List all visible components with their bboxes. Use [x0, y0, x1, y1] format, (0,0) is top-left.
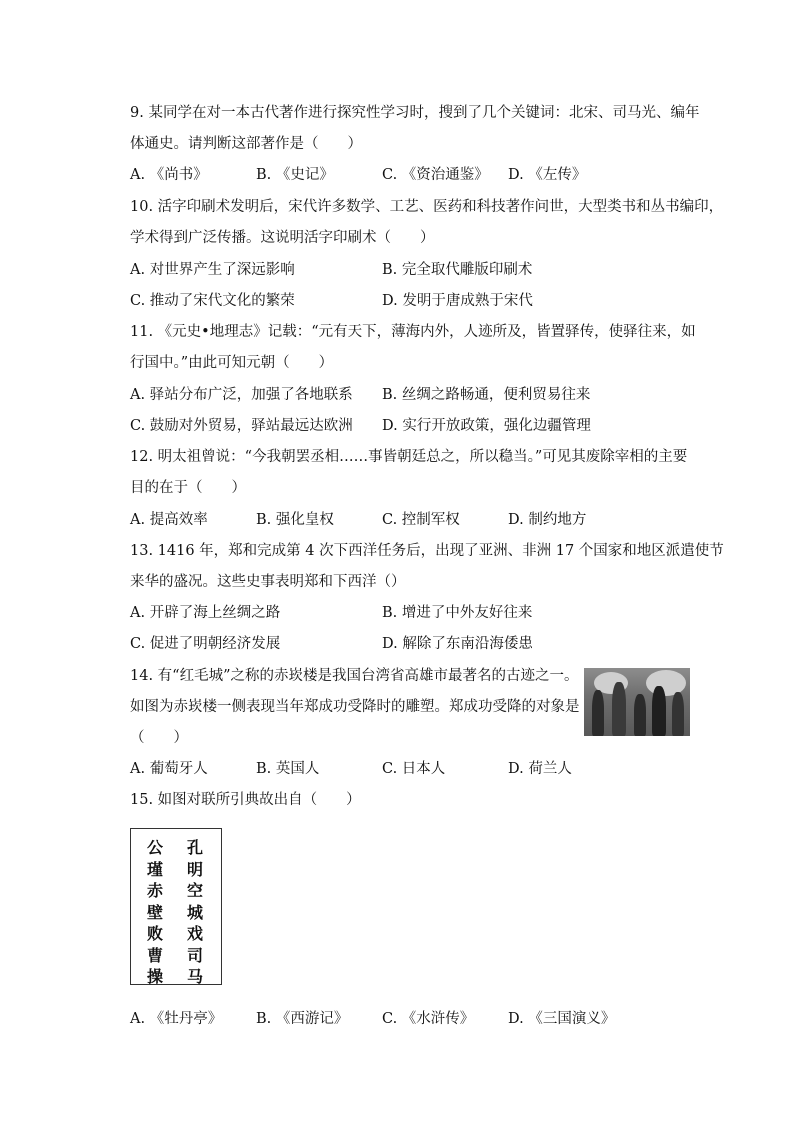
q10-option-a[interactable]: A. 对世界产生了深远影响: [130, 262, 295, 278]
q11-option-b[interactable]: B. 丝绸之路畅通，便利贸易往来: [382, 387, 591, 403]
q15-option-c[interactable]: C. 《水浒传》: [382, 1011, 475, 1027]
q13-option-c[interactable]: C. 促进了明朝经济发展: [130, 636, 281, 652]
q13-line-1: 13. 1416 年，郑和完成第 4 次下西洋任务后，出现了亚洲、非洲 17 个国家和地区派遣使节: [130, 543, 724, 559]
q9-line-2: 体通史。请判断这部著作是（ ）: [130, 136, 362, 152]
q13-option-a[interactable]: A. 开辟了海上丝绸之路: [130, 605, 281, 621]
q13-option-b[interactable]: B. 增进了中外友好往来: [382, 605, 533, 621]
q15-line-1: 15. 如图对联所引典故出自（ ）: [130, 792, 361, 808]
q11-line-1: 11. 《元史•地理志》记载：“元有天下，薄海内外，人迹所及，皆置驿传，使驿往来，如: [130, 324, 696, 340]
q10-line-2: 学术得到广泛传播。这说明活字印刷术（ ）: [130, 230, 435, 246]
q12-option-b[interactable]: B. 强化皇权: [256, 512, 334, 528]
q9-line-1: 9. 某同学在对一本古代著作进行探究性学习时，搜到了几个关键词：北宋、司马光、编年: [130, 105, 700, 121]
q14-option-d[interactable]: D. 荷兰人: [508, 761, 572, 777]
q9-option-a[interactable]: A. 《尚书》: [130, 167, 208, 183]
couplet-image: [130, 828, 222, 985]
q12-option-c[interactable]: C. 控制军权: [382, 512, 460, 528]
q11-option-d[interactable]: D. 实行开放政策，强化边疆管理: [382, 418, 591, 434]
q14-option-c[interactable]: C. 日本人: [382, 761, 446, 777]
q10-option-b[interactable]: B. 完全取代雕版印刷术: [382, 262, 533, 278]
q15-option-b[interactable]: B. 《西游记》: [256, 1011, 349, 1027]
couplet-left-column: 公 瑾 赤 壁 败 曹 操: [146, 838, 163, 986]
q12-option-a[interactable]: A. 提高效率: [130, 512, 208, 528]
q9-option-d[interactable]: D. 《左传》: [508, 167, 587, 183]
q11-option-a[interactable]: A. 驿站分布广泛，加强了各地联系: [130, 387, 353, 403]
q14-option-a[interactable]: A. 葡萄牙人: [130, 761, 208, 777]
q10-option-d[interactable]: D. 发明于唐成熟于宋代: [382, 293, 533, 309]
q10-option-c[interactable]: C. 推动了宋代文化的繁荣: [130, 293, 295, 309]
q11-option-c[interactable]: C. 鼓励对外贸易，驿站最远达欧洲: [130, 418, 353, 434]
q10-line-1: 10. 活字印刷术发明后，宋代许多数学、工艺、医药和科技著作问世，大型类书和丛书编印，: [130, 199, 724, 215]
q14-line-2: 如图为赤崁楼一侧表现当年郑成功受降时的雕塑。郑成功受降的对象是: [130, 699, 580, 715]
q14-line-1: 14. 有“红毛城”之称的赤崁楼是我国台湾省高雄市最著名的古迹之一。: [130, 668, 579, 684]
q12-option-d[interactable]: D. 制约地方: [508, 512, 587, 528]
sculpture-photo: [584, 668, 690, 736]
q9-option-c[interactable]: C. 《资治通鉴》: [382, 167, 489, 183]
q11-line-2: 行国中。”由此可知元朝（ ）: [130, 355, 334, 371]
q12-line-2: 目的在于（ ）: [130, 480, 246, 496]
couplet-right-column: 孔 明 空 城 戏 司 马: [186, 838, 203, 986]
q9-option-b[interactable]: B. 《史记》: [256, 167, 334, 183]
q14-line-3: （ ）: [130, 730, 188, 746]
q12-line-1: 12. 明太祖曾说：“今我朝罢丞相……事皆朝廷总之，所以稳当。”可见其废除宰相的主要: [130, 449, 688, 465]
q15-option-a[interactable]: A. 《牡丹亭》: [130, 1011, 223, 1027]
q13-line-2: 来华的盛况。这些史事表明郑和下西洋（）: [130, 574, 406, 590]
q13-option-d[interactable]: D. 解除了东南沿海倭患: [382, 636, 533, 652]
q14-option-b[interactable]: B. 英国人: [256, 761, 320, 777]
q15-option-d[interactable]: D. 《三国演义》: [508, 1011, 616, 1027]
